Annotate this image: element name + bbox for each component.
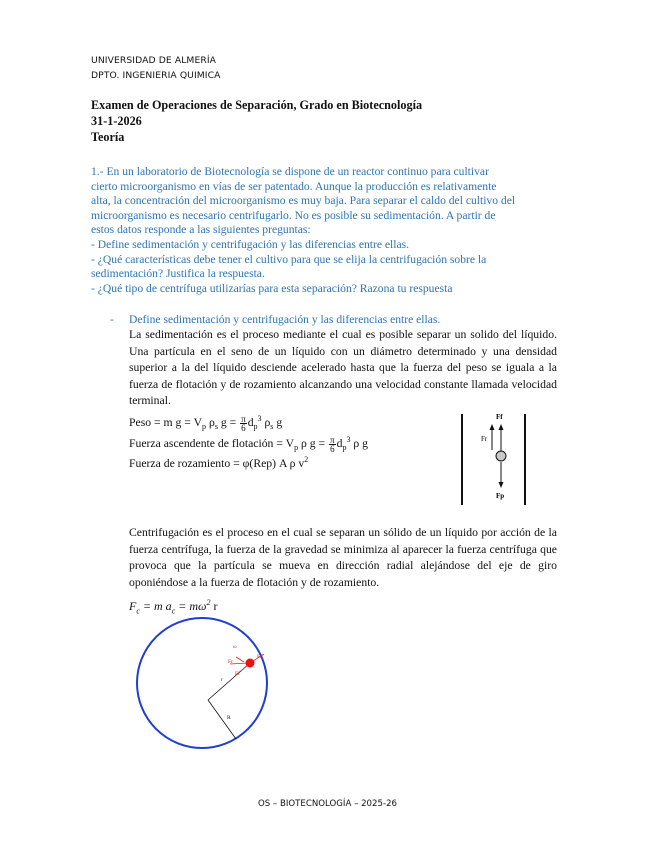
question-line: sedimentación? Justifica la respuesta. [91,267,265,281]
rotation-circle [137,618,267,748]
label-fc: Fc [257,654,263,660]
question-line: - ¿Qué características debe tener el cultivo para que se elija la centrifugación sobre la [91,252,487,266]
question-line: cierto microorganismo en vías de ser patentado. Aunque la producción es relativamente [91,179,497,193]
equation-drag: Fuerza de rozamiento = φ(Rep) A ρ $v^2$ [129,455,309,470]
equation-weight: Peso = m $g = V_p$ $\rho_s$ g = $\frac{\pi}{6}$ $d_p^3$ $\rho_s$ g [129,413,283,433]
radius-R [208,700,236,739]
label-ff: Ff [235,671,240,677]
question-line: estos datos responde a las siguientes preguntas: [91,223,311,237]
drag-arrowhead [490,424,495,430]
sedimentation-force-diagram [455,408,535,508]
university-name: UNIVERSIDAD DE ALMERÍA [91,55,217,66]
equation-centrifugal: $F_c = m$ $a_c = m\omega^2$ r [129,598,218,616]
weight-arrowhead [499,482,504,488]
question-line: - Define sedimentación y centrifugación y las diferencias entre ellas. [91,237,410,251]
equation-buoyancy: Fuerza ascendente de flotación = $V_p$ ρ g = $\frac{\pi}{6}$ $d_p^3$ ρ g [129,434,368,454]
question-line: - ¿Qué tipo de centrífuga utilizarías para esta separación? Razona tu respuesta [91,281,453,295]
sedimentation-paragraph: La sedimentación es el proceso mediante el cual es posible separar un solido del líquido. Una partícula en el seno de un líquido con un diámetro determinado y una densidad superior a la del líquido desciende acelerado hasta que la fuerza del peso se iguala a la fuerza de flotación y de rozamiento alcanzando una velocidad constante llamada velocidad terminal. [129,328,557,408]
centrifugation-paragraph: Centrifugación es el proceso en el cual se separan un sólido de un líquido por acción de la fuerza centrífuga, la fuerza de la gravedad se minimiza al aparecer la fuerza centrífuga que provoca que la partícula se mueva en dirección radial alejándose del eje de giro oponiéndose a la fuerza de flotación y de rozamiento. [129,526,557,589]
rotating-particle [246,659,255,668]
centrifuge-circle-diagram [130,615,275,753]
page-footer: OS – BIOTECNOLOGÍA – 2025-26 [257,799,398,809]
question-line: alta, la concentración del microorganismo es muy baja. Para separar el caldo del cultivo del [91,194,516,208]
answer-subtitle: Define sedimentación y centrifugación y las diferencias entre ellas. [129,313,441,326]
question-block [91,165,571,296]
force-label-left: Fr [481,435,488,443]
label-omega: ω [233,644,237,650]
force-label-bottom: Fp [496,492,505,500]
omega-arrow [236,657,244,662]
label-R: R [227,715,231,721]
department-name: DPTO. INGENIERIA QUIMICA [91,70,221,81]
question-line: microorganismo es necesario centrifugarlo. No es posible su sedimentación. A partir de [91,208,496,222]
buoyancy-arrowhead [499,424,504,430]
label-fr: Fr [228,659,233,665]
label-r: r [221,677,223,683]
exam-title: Examen de Operaciones de Separación, Grado en Biotecnología [91,98,423,112]
force-label-top: Ff [496,413,503,421]
question-line: 1.- En un laboratorio de Biotecnología se dispone de un reactor continuo para cultivar [91,165,489,178]
exam-date: 31-1-2026 [91,114,142,128]
answer-bullet: - [110,313,114,326]
particle [496,451,506,461]
exam-section: Teoría [91,130,125,144]
